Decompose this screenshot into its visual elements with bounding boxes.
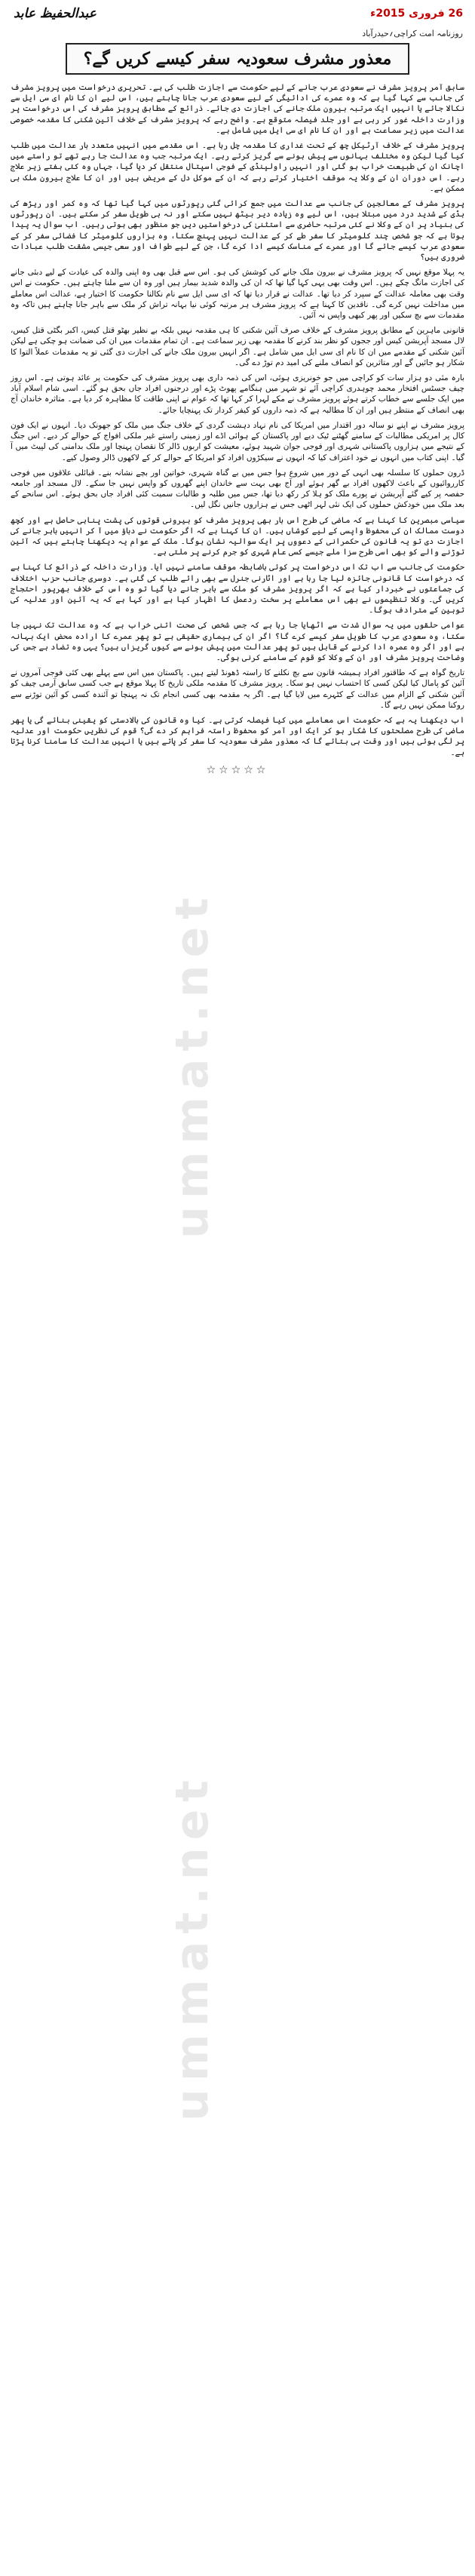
newspaper-name: روزنامہ امت کراچی؍حیدرآباد <box>362 29 463 38</box>
headline-box <box>8 43 467 75</box>
end-of-article-stars: ☆☆☆☆☆ <box>206 763 269 776</box>
watermark-text: ummat.net <box>166 890 219 1239</box>
paragraph: یہ پہلا موقع نہیں کہ پرویز مشرف نے بیرون ملک جانے کی کوشش کی ہو۔ اس سے قبل بھی وہ اپنی والدہ کی عیادت کے لیے دبئی جانے کی اجازت مانگ چکے ہیں۔ اس وقت بھی یہی کہا گیا تھا کہ ان کی والدہ شدید بیمار ہیں اور وہ ان سے ملنا چاہتے ہیں۔ حکومت نے اس وقت بھی معاملہ عدالت کے سپرد کر دیا تھا۔ عدالت نے قرار دیا تھا کہ ای سی ایل سے نام نکالنا حکومت کا اختیار ہے، عدالت اس معاملے میں مداخلت نہیں کرے گی۔ ناقدین کا کہنا ہے کہ پرویز مشرف ہر مرتبہ کوئی نیا بہانہ تراش کر ملک سے باہر جانا چاہتے ہیں تاکہ وہ مقدمات سے بچ سکیں اور پھر کبھی واپس نہ آئیں۔ <box>11 268 464 321</box>
watermark-text: ummat.net <box>166 1773 219 2121</box>
paragraph: حکومت کی جانب سے اب تک اس درخواست پر کوئی باضابطہ موقف سامنے نہیں آیا۔ وزارت داخلہ کے ذرائع کا کہنا ہے کہ درخواست کا قانونی جائزہ لیا جا رہا ہے اور اٹارنی جنرل سے بھی رائے طلب کی گئی ہے۔ دوسری جانب حزب اختلاف کی جماعتوں نے خبردار کیا ہے کہ اگر پرویز مشرف کو ملک سے باہر جانے دیا گیا تو وہ اس کے خلاف بھرپور احتجاج کریں گی۔ وکلا تنظیموں نے بھی اس معاملے پر سخت ردعمل کا اظہار کیا ہے اور کہا ہے کہ یہ آئین اور عدلیہ کی توہین کے مترادف ہوگا۔ <box>11 563 464 616</box>
paragraph: سابق آمر پرویز مشرف نے سعودی عرب جانے کے لیے حکومت سے اجازت طلب کی ہے۔ تحریری درخواست میں پرویز مشرف کی جانب سے کہا گیا ہے کہ وہ عمرے کی ادائیگی کے لیے سعودی عرب جانا چاہتے ہیں، اس لیے ان کا نام ای سی ایل سے نکالا جائے یا انہیں ایک مرتبہ بیرون ملک جانے کی اجازت دی جائے۔ ذرائع کے مطابق پرویز مشرف کی اس درخواست پر وزارت داخلہ غور کر رہی ہے اور جلد فیصلہ متوقع ہے۔ واضح رہے کہ پرویز مشرف کے خلاف آئین شکنی کا مقدمہ خصوصی عدالت میں زیر سماعت ہے اور ان کا نام ای سی ایل میں شامل ہے۔ <box>10 83 464 135</box>
paragraph: اب دیکھنا یہ ہے کہ حکومت اس معاملے میں کیا فیصلہ کرتی ہے۔ کیا وہ قانون کی بالادستی کو یقینی بنائے گی یا پھر ماضی کی طرح مصلحتوں کا شکار ہو کر ایک اور آمر کو محفوظ راستہ فراہم کر دے گی؟ قوم کی نظریں حکومت اور عدلیہ پر لگی ہوئی ہیں اور وقت ہی بتائے گا کہ معذور مشرف سعودیہ کا سفر کر پاتے ہیں یا انہیں عدالت کا سامنا کرنا پڑتا ہے۔ <box>11 715 464 757</box>
article-header <box>8 5 467 27</box>
article-body <box>8 82 467 758</box>
paragraph: قانونی ماہرین کے مطابق پرویز مشرف کے خلاف صرف آئین شکنی کا ہی مقدمہ نہیں بلکہ بے نظیر بھٹو قتل کیس، اکبر بگٹی قتل کیس، لال مسجد آپریشن کیس اور ججوں کو نظر بند کرنے کا مقدمہ بھی زیر سماعت ہے۔ ان تمام مقدمات میں ان کی ضمانت ہو چکی ہے لیکن آئین شکنی کے مقدمے میں ان کا نام ای سی ایل میں شامل ہے۔ اگر انہیں بیرون ملک جانے کی اجازت دی گئی تو یہ مقدمات عملاً التوا کا شکار ہو جائیں گے اور متاثرین کو انصاف ملنے کی امید دم توڑ دے گی۔ <box>11 326 464 367</box>
article-headline: معذور مشرف سعودیہ سفر کیسے کریں گے؟ <box>66 43 410 75</box>
paragraph: تاریخ گواہ ہے کہ طاقتور افراد ہمیشہ قانون سے بچ نکلنے کا راستہ ڈھونڈ لیتے ہیں۔ پاکستان میں اس سے پہلے بھی کئی فوجی آمروں نے آئین کو پامال کیا لیکن کسی کا احتساب نہیں ہو سکا۔ پرویز مشرف کا مقدمہ ملکی تاریخ کا پہلا موقع ہے جب کسی سابق آرمی چیف کو آئین شکنی کے الزام میں عدالت کے کٹہرے میں لایا گیا ہے۔ اگر یہ مقدمہ بھی کسی انجام تک نہ پہنچا تو آئندہ کسی کو آئین توڑنے سے روکنا ممکن نہیں رہے گا۔ <box>11 668 464 710</box>
paragraph: بارہ مئی دو ہزار سات کو کراچی میں جو خونریزی ہوئی، اس کی ذمہ داری بھی پرویز مشرف کی حکومت پر عائد ہوتی ہے۔ اس روز چیف جسٹس افتخار محمد چوہدری کراچی آئے تو شہر میں ہنگامے پھوٹ پڑے اور درجنوں افراد جاں بحق ہو گئے۔ اسی شام اسلام آباد میں ایک جلسے سے خطاب کرتے ہوئے پرویز مشرف نے مکے لہرا کر کہا تھا کہ عوام نے اپنی طاقت کا مظاہرہ کر دیا ہے۔ متاثرہ خاندان آج بھی انصاف کے منتظر ہیں اور ان کا مطالبہ ہے کہ ذمہ داروں کو کیفر کردار تک پہنچایا جائے۔ <box>11 373 464 415</box>
paragraph: پرویز مشرف نے اپنے نو سالہ دور اقتدار میں امریکا کی نام نہاد دہشت گردی کے خلاف جنگ میں ملک کو جھونک دیا۔ انہوں نے ایک فون کال پر امریکی مطالبات کے سامنے گھٹنے ٹیک دیے اور پاکستان کے ہوائی اڈے اور زمینی راستے غیر ملکی افواج کے حوالے کر دیے۔ اس جنگ کے نتیجے میں ہزاروں پاکستانی شہری اور فوجی جوان شہید ہوئے، معیشت کو اربوں ڈالر کا نقصان پہنچا اور ملک بدامنی کی لپیٹ میں آ گیا۔ اپنی کتاب میں انہوں نے خود اعتراف کیا کہ انہوں نے سیکڑوں افراد کو امریکا کے حوالے کر کے لاکھوں ڈالر وصول کیے۔ <box>11 420 464 462</box>
publish-date: 26 فروری 2015ء <box>370 8 463 20</box>
paragraph: عوامی حلقوں میں یہ سوال شدت سے اٹھایا جا رہا ہے کہ جس شخص کی صحت اتنی خراب ہے کہ وہ عدالت تک نہیں جا سکتا، وہ سعودی عرب کا طویل سفر کیسے کرے گا؟ اگر ان کی بیماری حقیقی ہے تو پھر عمرے کا ارادہ محض ایک بہانہ ہے اور اگر وہ عمرہ ادا کرنے کے قابل ہیں تو پھر عدالت میں پیش ہونے سے کیوں گریزاں ہیں؟ یہی وہ تضاد ہے جس کی وضاحت پرویز مشرف اور ان کے وکلا کو قوم کے سامنے کرنی ہوگی۔ <box>11 621 464 662</box>
paragraph: پرویز مشرف کے معالجین کی جانب سے عدالت میں جمع کرائی گئی رپورٹوں میں کہا گیا تھا کہ وہ کمر اور ریڑھ کی ہڈی کے شدید درد میں مبتلا ہیں، اس لیے وہ زیادہ دیر بیٹھ نہیں سکتے اور نہ ہی طویل سفر کر سکتے ہیں۔ ان رپورٹوں کی بنیاد پر ان کے وکلا نے کئی مرتبہ حاضری سے استثنیٰ کی درخواستیں دیں جو منظور بھی ہوتی رہیں۔ اب سوال یہ پیدا ہوتا ہے کہ جو شخص چند کلومیٹر کا سفر طے کر کے عدالت نہیں پہنچ سکتا، وہ ہزاروں کلومیٹر کا فضائی سفر کر کے سعودی عرب کیسے جائے گا اور عمرے کے مناسک کیسے ادا کرے گا، جن کے لیے طواف اور سعی جیسی مشقت طلب عبادات ضروری ہیں؟ <box>11 199 464 263</box>
paragraph: پرویز مشرف کے خلاف آرٹیکل چھ کے تحت غداری کا مقدمہ چل رہا ہے۔ اس مقدمے میں انہیں متعدد بار عدالت میں طلب کیا گیا لیکن وہ مختلف بہانوں سے پیش ہونے سے گریز کرتے رہے۔ ایک مرتبہ جب وہ عدالت جا رہے تھے تو راستے میں اچانک ان کی طبیعت خراب ہو گئی اور انہیں راولپنڈی کے فوجی اسپتال منتقل کر دیا گیا، جہاں وہ کئی ہفتے زیر علاج رہے۔ اس دوران ان کے وکلا یہ موقف اختیار کرتے رہے کہ ان کے موکل دل کے مریض ہیں اور ان کا علاج بیرون ملک ہی ممکن ہے۔ <box>11 141 464 193</box>
author-signature: عبدالحفیظ عابد <box>14 6 97 21</box>
paragraph: سیاسی مبصرین کا کہنا ہے کہ ماضی کی طرح اس بار بھی پرویز مشرف کو بیرونی قوتوں کی پشت پناہی حاصل ہے اور کچھ دوست ممالک ان کی محفوظ واپسی کے لیے کوشاں ہیں۔ ان کا کہنا ہے کہ اگر حکومت نے دباؤ میں آ کر انہیں باہر جانے کی اجازت دی تو یہ قانون کی حکمرانی کے دعووں پر ایک سوالیہ نشان ہوگا۔ ملک کے عوام یہ دیکھنا چاہتے ہیں کہ آئین توڑنے والے کو بھی اسی طرح سزا ملے جیسے کسی عام شہری کو جرم کرنے پر ملتی ہے۔ <box>11 515 464 557</box>
paragraph: ڈرون حملوں کا سلسلہ بھی انہی کے دور میں شروع ہوا جس میں بے گناہ شہری، خواتین اور بچے نشانہ بنے۔ قبائلی علاقوں میں فوجی کارروائیوں کے باعث لاکھوں افراد بے گھر ہوئے اور آج بھی بہت سے خاندان اپنے گھروں کو واپس نہیں جا سکے۔ لال مسجد اور جامعہ حفصہ پر کیے گئے آپریشن نے پورے ملک کو ہلا کر رکھ دیا تھا، جس میں طلبہ و طالبات سمیت کئی افراد جاں بحق ہوئے۔ اس سانحے کے بعد ملک میں خودکش حملوں کی ایک نئی لہر اٹھی جس نے ہزاروں جانیں نگل لیں۔ <box>11 468 464 510</box>
